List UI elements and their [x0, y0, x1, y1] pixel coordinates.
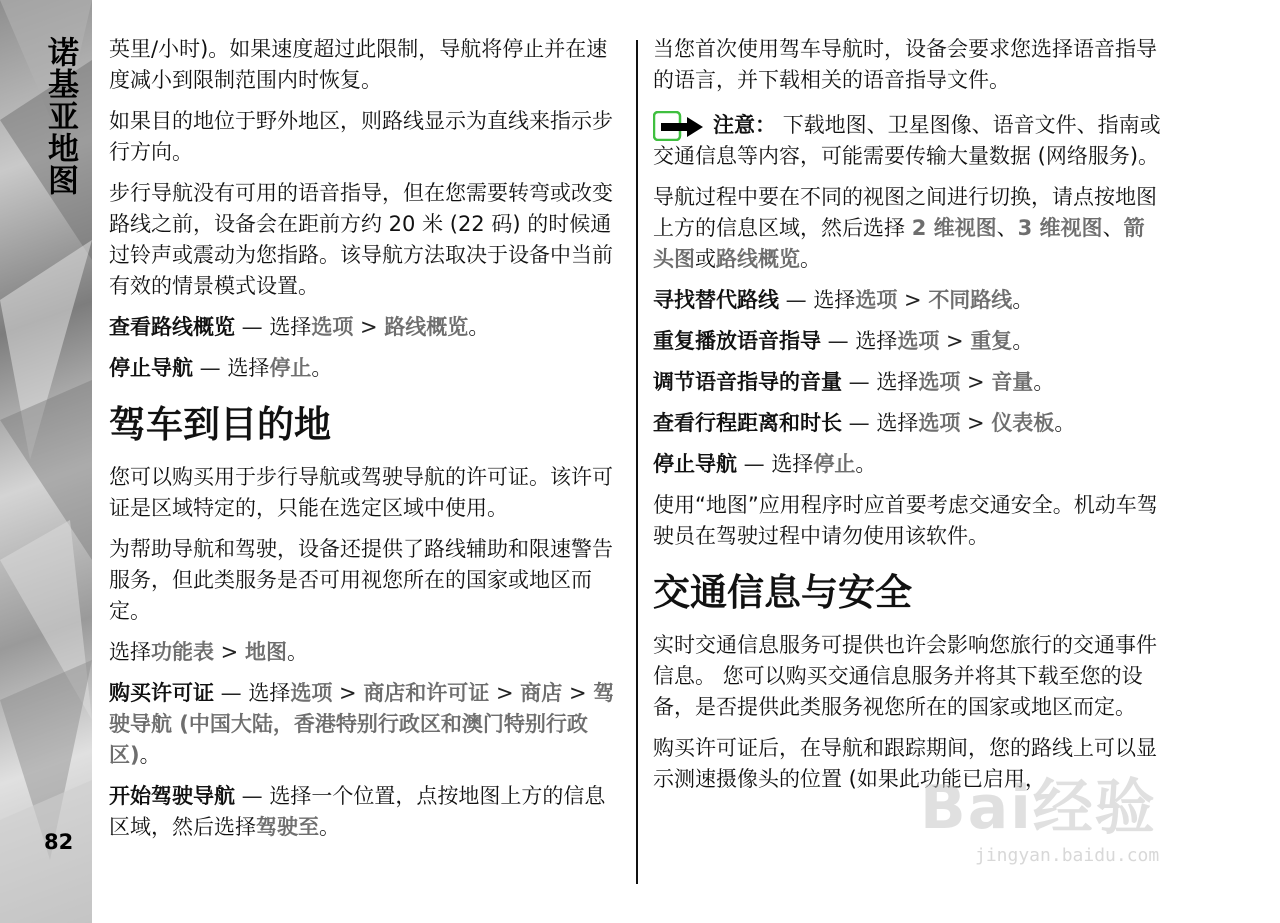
dash: — — [235, 315, 270, 339]
menu-option-link[interactable]: 路线概览 — [384, 315, 469, 339]
paragraph-text: 导航过程中要在不同的视图之间进行切换，请点按地图上方的信息区域，然后选择 — [653, 185, 1157, 240]
dash: — — [737, 452, 772, 476]
paragraph: 英里/小时)。如果速度超过此限制，导航将停止并在速度减小到限制范围内时恢复。 — [109, 37, 608, 92]
period: 。 — [286, 640, 308, 664]
separator: 或 — [695, 247, 716, 271]
section-heading: 交通信息与安全 — [653, 571, 912, 614]
paragraph: 如果目的地位于野外地区，则路线显示为直线来指示步行方向。 — [109, 109, 613, 164]
gt-sep: > — [489, 681, 521, 705]
menu-option-link[interactable]: 箭头图 — [653, 216, 1145, 271]
instruction-lead: 开始驾驶导航 — [109, 784, 235, 808]
dashboard-instruction — [653, 408, 1165, 439]
period: 。 — [311, 356, 333, 380]
chapter-title: 诺基亚地图 — [42, 36, 78, 196]
instruction-lead: 停止导航 — [109, 356, 193, 380]
menu-option-link[interactable]: 驾驶导航 (中国大陆，香港特别行政区和澳门特别行政区) — [109, 681, 615, 767]
watermark-text: Bai — [920, 773, 1033, 843]
view-switch-paragraph — [653, 182, 1165, 275]
period: 。 — [800, 247, 821, 271]
section-heading: 驾车到目的地 — [109, 403, 331, 446]
menu-option-link[interactable]: 路线概览 — [716, 247, 800, 271]
sidebar-decoration — [0, 0, 92, 923]
stop-navigation-instruction — [653, 449, 1165, 480]
right-column — [653, 34, 1165, 805]
watermark-url: jingyan.baidu.com — [975, 845, 1160, 866]
gt-sep: > — [214, 640, 245, 664]
menu-option-link[interactable]: 音量 — [991, 370, 1034, 394]
menu-option-link[interactable]: 商店 — [520, 681, 563, 705]
paragraph: 使用“地图”应用程序时应首要考虑交通安全。机动车驾驶员在驾驶过程中请勿使用该软件。 — [653, 493, 1158, 548]
gt-sep: > — [353, 315, 385, 339]
gt-sep: > — [939, 329, 971, 353]
menu-option-link[interactable]: 驾驶至 — [256, 815, 319, 839]
select-text: 选择 — [269, 315, 312, 339]
select-text: 选择 — [876, 370, 919, 394]
instruction-lead: 查看行程距离和时长 — [653, 411, 842, 435]
paragraph: 实时交通信息服务可提供也许会影响您旅行的交通事件信息。 您可以购买交通信息服务并将其下载至您的设备，是否提供此类服务视您所在的国家或地区而定。 — [653, 633, 1157, 719]
select-text: 选择 — [109, 640, 151, 664]
volume-instruction — [653, 367, 1165, 398]
menu-option-link[interactable]: 选项 — [897, 329, 940, 353]
stop-navigation-instruction — [109, 353, 621, 384]
menu-option-link[interactable]: 选项 — [918, 411, 961, 435]
dash: — — [842, 370, 877, 394]
instruction-lead: 查看路线概览 — [109, 315, 235, 339]
start-drive-instruction — [109, 781, 621, 843]
instruction-lead: 购买许可证 — [109, 681, 214, 705]
instruction-lead: 重复播放语音指导 — [653, 329, 821, 353]
note-block — [653, 110, 1165, 172]
menu-option-link[interactable]: 2 维视图 — [911, 216, 997, 240]
menu-option-link[interactable]: 选项 — [311, 315, 354, 339]
dash: — — [235, 784, 270, 808]
select-text: 选择 — [771, 452, 814, 476]
separator: 、 — [996, 216, 1018, 240]
note-text: 下载地图、卫星图像、语音文件、指南或交通信息等内容，可能需要传输大量数据 (网络服务)。 — [653, 113, 1161, 168]
period: 。 — [1012, 329, 1034, 353]
repeat-voice-instruction — [653, 326, 1165, 357]
separator: 、 — [1102, 216, 1124, 240]
select-text: 选择 — [227, 356, 270, 380]
menu-option-link[interactable]: 功能表 — [151, 640, 214, 664]
gt-sep: > — [897, 288, 929, 312]
paragraph: 购买许可证后，在导航和跟踪期间，您的路线上可以显示测速摄像头的位置 (如果此功能已启用， — [653, 736, 1157, 791]
menu-option-link[interactable]: 选项 — [855, 288, 898, 312]
instruction-lead: 调节语音指导的音量 — [653, 370, 842, 394]
dash: — — [842, 411, 877, 435]
select-text: 选择 — [855, 329, 898, 353]
period: 。 — [1033, 370, 1055, 394]
select-menu-instruction — [109, 637, 621, 668]
gt-sep: > — [332, 681, 364, 705]
dash: — — [821, 329, 856, 353]
period: 。 — [1012, 288, 1034, 312]
select-text: 选择 — [813, 288, 856, 312]
period: 。 — [1054, 411, 1076, 435]
gt-sep: > — [960, 370, 992, 394]
note-label: 注意： — [713, 113, 776, 137]
dash: — — [214, 681, 249, 705]
period: 。 — [855, 452, 877, 476]
select-text: 选择 — [876, 411, 919, 435]
watermark-text: 经验 — [1032, 773, 1157, 843]
page-number: 82 — [44, 830, 74, 854]
menu-option-link[interactable]: 停止 — [269, 356, 312, 380]
menu-option-link[interactable]: 3 维视图 — [1017, 216, 1103, 240]
menu-option-link[interactable]: 商店和许可证 — [363, 681, 490, 705]
watermark-logo — [920, 760, 1157, 846]
menu-option-link[interactable]: 不同路线 — [928, 288, 1013, 312]
menu-option-link[interactable]: 停止 — [813, 452, 856, 476]
alt-route-instruction — [653, 285, 1165, 316]
period: 。 — [468, 315, 490, 339]
dash: — — [193, 356, 228, 380]
menu-option-link[interactable]: 选项 — [918, 370, 961, 394]
gt-sep: > — [960, 411, 992, 435]
column-divider — [636, 40, 638, 884]
select-text: 选择 — [248, 681, 291, 705]
left-column — [109, 34, 621, 853]
menu-option-link[interactable]: 选项 — [290, 681, 333, 705]
instruction-lead: 寻找替代路线 — [653, 288, 779, 312]
paragraph: 当您首次使用驾车导航时，设备会要求您选择语音指导的语言，并下载相关的语音指导文件。 — [653, 37, 1157, 92]
dash: — — [779, 288, 814, 312]
gt-sep: > — [562, 681, 594, 705]
menu-option-link[interactable]: 重复 — [970, 329, 1013, 353]
paragraph: 步行导航没有可用的语音指导，但在您需要转弯或改变路线之前，设备会在距前方约 20 米 (22 码) 的时候通过铃声或震动为您指路。该导航方法取决于设备中当前有效的情景模式设置。 — [109, 181, 613, 298]
route-overview-instruction — [109, 312, 621, 343]
paragraph: 为帮助导航和驾驶，设备还提供了路线辅助和限速警告服务，但此类服务是否可用视您所在的国家或地区而定。 — [109, 537, 613, 623]
instruction-text: 选择一个位置，点按地图上方的信息区域，然后选择 — [109, 784, 606, 839]
period: 。 — [139, 743, 161, 767]
buy-license-instruction — [109, 678, 621, 771]
paragraph: 您可以购买用于步行导航或驾驶导航的许可证。该许可证是区域特定的，只能在选定区域中使用。 — [109, 465, 613, 520]
note-arrow-icon — [653, 111, 709, 141]
menu-option-link[interactable]: 地图 — [244, 640, 287, 664]
menu-option-link[interactable]: 仪表板 — [991, 411, 1055, 435]
instruction-lead: 停止导航 — [653, 452, 737, 476]
period: 。 — [319, 815, 340, 839]
